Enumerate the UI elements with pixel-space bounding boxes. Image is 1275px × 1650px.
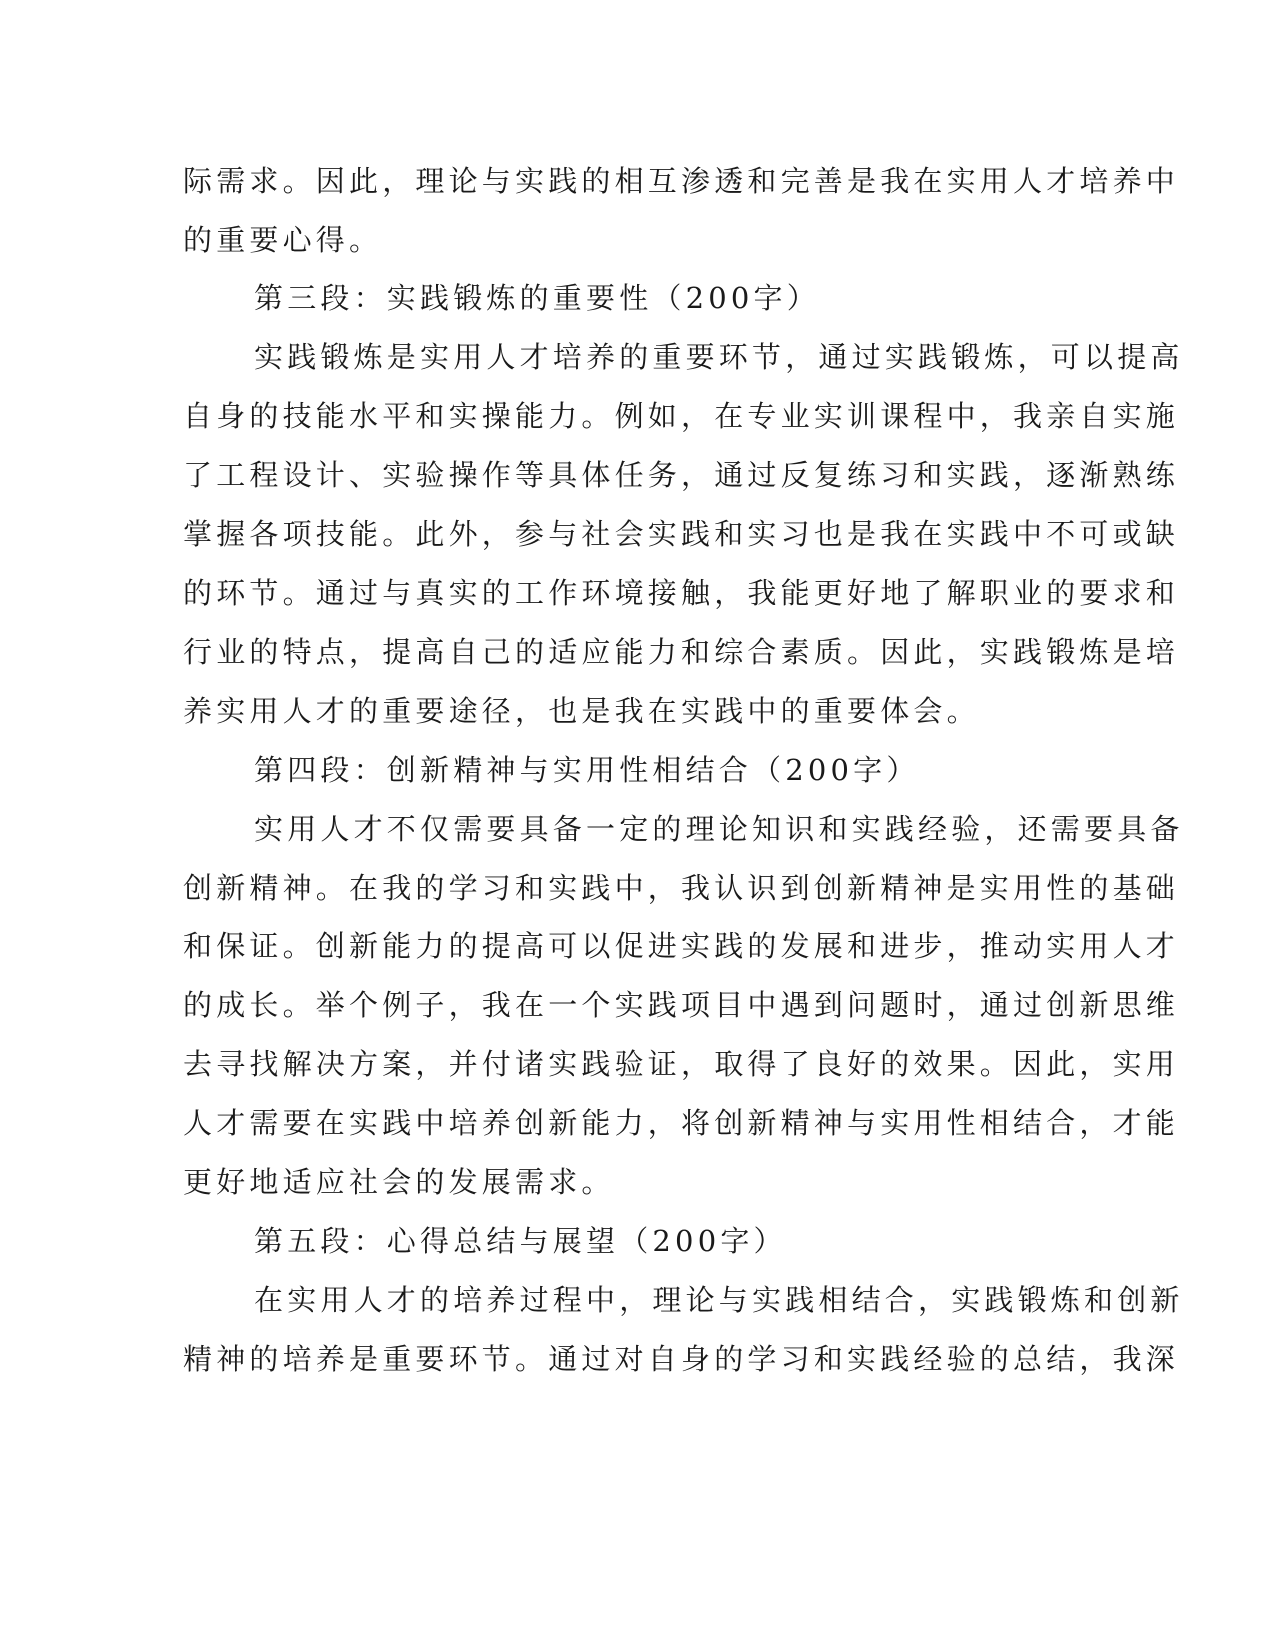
paragraph-line: 实践锻炼是实用人才培养的重要环节，通过实践锻炼，可以提高	[254, 340, 1184, 374]
paragraph-line: 了工程设计、实验操作等具体任务，通过反复练习和实践，逐渐熟练	[183, 458, 1180, 492]
section-heading-4: 第四段：创新精神与实用性相结合（200字）	[254, 753, 920, 787]
paragraph-line: 行业的特点，提高自己的适应能力和综合素质。因此，实践锻炼是培	[183, 635, 1180, 669]
paragraph-line: 自身的技能水平和实操能力。例如，在专业实训课程中，我亲自实施	[183, 399, 1180, 433]
paragraph-line: 的成长。举个例子，我在一个实践项目中遇到问题时，通过创新思维	[183, 988, 1180, 1022]
paragraph-line: 的重要心得。	[183, 223, 383, 257]
paragraph-line: 精神的培养是重要环节。通过对自身的学习和实践经验的总结，我深	[183, 1342, 1180, 1376]
paragraph-line: 更好地适应社会的发展需求。	[183, 1165, 615, 1199]
paragraph-line: 际需求。因此，理论与实践的相互渗透和完善是我在实用人才培养中	[183, 164, 1180, 198]
paragraph-line: 和保证。创新能力的提高可以促进实践的发展和进步，推动实用人才	[183, 929, 1180, 963]
paragraph-line: 人才需要在实践中培养创新能力，将创新精神与实用性相结合，才能	[183, 1106, 1180, 1140]
paragraph-line: 去寻找解决方案，并付诸实践验证，取得了良好的效果。因此，实用	[183, 1047, 1180, 1081]
paragraph-line: 实用人才不仅需要具备一定的理论知识和实践经验，还需要具备	[254, 812, 1184, 846]
paragraph-line: 在实用人才的培养过程中，理论与实践相结合，实践锻炼和创新	[254, 1283, 1184, 1317]
paragraph-line: 掌握各项技能。此外，参与社会实践和实习也是我在实践中不可或缺	[183, 517, 1180, 551]
paragraph-line: 养实用人才的重要途径，也是我在实践中的重要体会。	[183, 694, 980, 728]
section-heading-3: 第三段：实践锻炼的重要性（200字）	[254, 281, 820, 315]
section-heading-5: 第五段：心得总结与展望（200字）	[254, 1224, 787, 1258]
paragraph-line: 的环节。通过与真实的工作环境接触，我能更好地了解职业的要求和	[183, 576, 1180, 610]
paragraph-line: 创新精神。在我的学习和实践中，我认识到创新精神是实用性的基础	[183, 871, 1180, 905]
